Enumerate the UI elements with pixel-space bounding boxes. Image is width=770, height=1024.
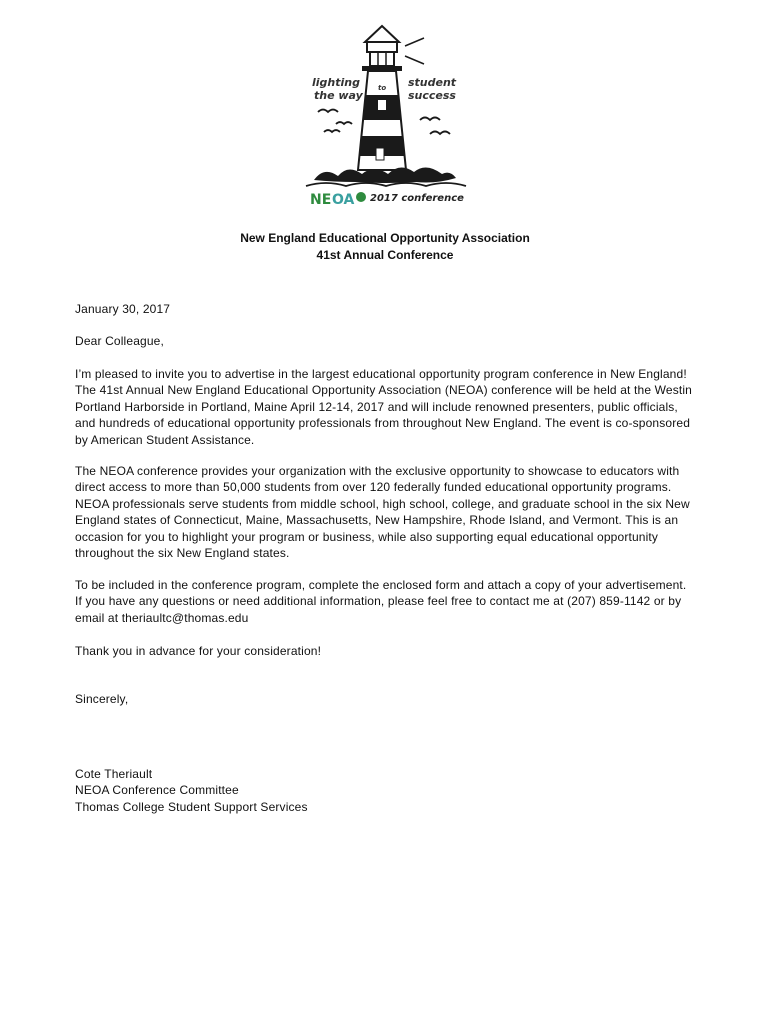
logo-org-oa: OA [332,192,355,208]
paragraph-instructions: To be included in the conference program, complete the enclosed form and attach a copy of your advertisement. If you have any questions or need additional information, please feel free to contact me at (207) 859-1142 or by email at theriaultc@thomas.edu [75,578,687,625]
signature-name: Cote Theriault [75,767,153,781]
signature-line-committee: NEOA Conference Committee [75,783,239,798]
paragraph-invitation: I’m pleased to invite you to advertise in the largest educational opportunity program conference in New England! The 41st Annual New England Educational Opportunity Association (NEOA) conference will be held at the Westin Portland Harborside in Portland, Maine April 12-14, 2017 and will include renowned presenters, public officials, and hundreds of educational opportunity professionals from throughout New England. The event is co-sponsored by American Student Assistance. [75,367,692,447]
logo-text-lighting: lighting [312,76,360,89]
org-name-heading: New England Educational Opportunity Association [240,231,530,245]
logo-globe-icon [356,192,366,202]
conference-heading: 41st Annual Conference [316,248,454,262]
conference-logo [300,20,470,210]
logo-org-ne: NE [310,192,332,208]
paragraph-opportunity: The NEOA conference provides your organization with the exclusive opportunity to showcase to educators with direct access to more than 50,000 students from over 120 federally funded educational opportunity programs. NEOA professionals serve students from middle school, high school, college, and graduate school in the six New England states of Connecticut, Maine, Massachusetts, New Hampshire, Rhode Island, and Vermont. This is an occasion for you to highlight your program or business, while also supporting equal educational opportunity throughout the six New England states. [75,464,690,561]
paragraph-thanks: Thank you in advance for your consideration! [75,644,322,658]
closing: Sincerely, [75,692,129,706]
salutation: Dear Colleague, [75,334,164,348]
logo-text-the-way: the way [314,89,363,102]
logo-text-success: success [408,89,456,102]
logo-text-to: to [378,84,387,92]
logo-conference-label: 2017 conference [370,193,464,204]
logo-text-student: student [408,76,457,89]
signature-block [75,766,695,815]
letter-date: January 30, 2017 [75,302,171,316]
signature-line-college: Thomas College Student Support Services [75,799,308,814]
